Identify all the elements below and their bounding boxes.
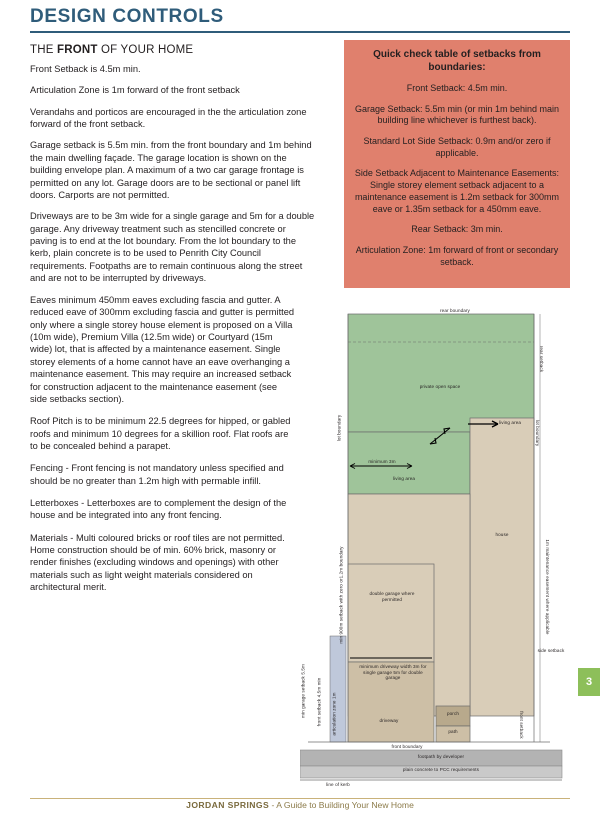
paragraph: Materials - Multi coloured bricks or roof tiles are not permitted. Home construction should be of min. 60% brick, masonry or render finishes (excluding windows and openings) with other materials such as light weight materials considered on architectural merit. <box>30 532 285 593</box>
site-plan-diagram <box>300 306 570 786</box>
quick-check-line: Rear Setback: 3m min. <box>411 224 503 235</box>
paragraph: Letterboxes - Letterboxes are to complement the design of the house and be integrated into any front fencing. <box>30 498 287 521</box>
footer <box>0 800 600 810</box>
diagram-label-minimum-3m: minimum 3m <box>368 459 396 464</box>
diagram-label-min-garage-setback: min garage setback 5.5m <box>300 664 306 718</box>
page-title: DESIGN CONTROLS <box>30 6 224 27</box>
diagram-label-maintenance-easement: 1m maintenance easement where applicable <box>545 539 550 635</box>
diagram-label-front-boundary: front boundary <box>391 744 423 749</box>
quick-check-line: Garage Setback: 5.5m min (or min 1m behind main building line whichever is furthest back). <box>354 103 560 126</box>
diagram-label-porch: porch <box>447 711 459 716</box>
section-subheading <box>30 44 315 56</box>
diagram-label-front-setback-side: front setback <box>519 711 524 739</box>
subheading-strong: FRONT <box>57 44 98 56</box>
diagram-label-double-garage: double garage where permitted <box>369 591 415 602</box>
subheading-lead: THE <box>30 44 57 56</box>
subheading-tail: OF YOUR HOME <box>97 44 194 56</box>
quick-check-line: Standard Lot Side Setback: 0.9m and/or zero if applicable. <box>363 136 551 158</box>
quick-check-setbacks-box <box>344 40 570 288</box>
diagram-label-front-setback-dim: front setback 4.5m min <box>316 677 322 727</box>
paragraph: Fencing - Front fencing is not mandatory unless specified and should be no greater than 1.2m high with permable infill. <box>30 463 284 486</box>
diagram-label-side-setback: side setback <box>537 648 565 653</box>
footer-divider <box>30 798 570 799</box>
diagram-label-lot-boundary-right: lot boundary <box>535 419 540 447</box>
paragraph: Garage setback is 5.5m min. from the front boundary and 1m behind the main dwelling façade. The garage location is shown on the building envelope plan. A maximum of a two car garage frontage is permitted on any lot. Garage doors are to be sectional or panel lift doors. Carports are not permitted. <box>30 140 312 200</box>
paragraph: Driveways are to be 3m wide for a single garage and 5m for a double garage. Any driveway treatment such as stencilled concrete or paving is to end at the lot boundary. From the lot boundary to the kerb, plain concrete is to be used to Penrith City Council requirements. Footpaths are to remain continuous along the street and are not to be interrupted by driveways. <box>30 211 315 284</box>
left-column-top <box>30 44 315 293</box>
diagram-label-driveway: driveway <box>379 718 399 723</box>
diagram-label-min-900-setback: min 900m setback with zero or1.2m boundary <box>338 546 344 644</box>
left-column-bottom <box>30 294 295 604</box>
diagram-label-living-area-top: living area <box>498 420 522 425</box>
diagram-label-line-of-kerb: line of kerb <box>326 782 350 787</box>
diagram-label-articulation-zone: articulation zone 1m <box>331 692 337 736</box>
paragraph: Front Setback is 4.5m min. <box>30 64 141 74</box>
diagram-label-private-open-space: private open space <box>419 384 461 389</box>
paragraph: Eaves minimum 450mm eaves excluding fascia and gutter. A reduced eave of 300mm excluding fascia and gutter is permitted only where a single storey house element is proposed on a Villa (10m wide), Premium Villa (12.5m wide) or Courtyard (15m wide) lot, that is affected by a maintenance easement. Single storey elements of a home cannot have an eave overhanging a maintenance easement. This may require an increased setback for construction adjacent to the maintenance easement (see side setbacks section). <box>30 295 295 404</box>
diagram-label-house: house <box>495 532 509 537</box>
diagram-label-minimum-driveway: minimum driveway width 3m for single garage 5m for double garage <box>359 664 427 680</box>
diagram-label-living-area-mid: living area <box>392 476 416 481</box>
quick-check-line: Side Setback Adjacent to Maintenance Easements: Single storey element setback adjacent to a maintenance easement is 1.2m setback for 300mm eave or 1.35m setback for a 450mm eave. <box>354 168 560 214</box>
diagram-label-rear-boundary: rear boundary <box>440 308 470 313</box>
diagram-label-footpath-by-developer: footpath by developer <box>417 754 465 759</box>
quick-check-line: Front Setback: 4.5m min. <box>406 83 508 93</box>
page-number-tab: 3 <box>578 668 600 696</box>
quick-check-title: Quick check table of setbacks from boundaries: <box>373 49 541 73</box>
paragraph: Articulation Zone is 1m forward of the front setback <box>30 85 240 96</box>
quick-check-line: Articulation Zone: 1m forward of front or secondary setback. <box>355 244 559 267</box>
footer-brand: JORDAN SPRINGS <box>186 800 270 810</box>
paragraph: Roof Pitch is to be minimum 22.5 degrees for hipped, or gabled roofs and minimum 10 degrees for a skillion roof. Flat roofs are to be concealed behind a parapet. <box>30 416 291 451</box>
diagram-label-plain-concrete: plain concrete to PCC requirements <box>402 767 480 772</box>
footer-text: - A Guide to Building Your New Home <box>269 800 414 810</box>
paragraph: Verandahs and porticos are encouraged in the the articulation zone forward of the front setback. <box>30 106 307 130</box>
diagram-label-path: path <box>448 729 458 734</box>
diagram-label-rear-setback: rear setback <box>539 345 544 373</box>
diagram-label-lot-boundary-left: lot boundary <box>336 414 342 442</box>
title-divider <box>30 31 570 33</box>
